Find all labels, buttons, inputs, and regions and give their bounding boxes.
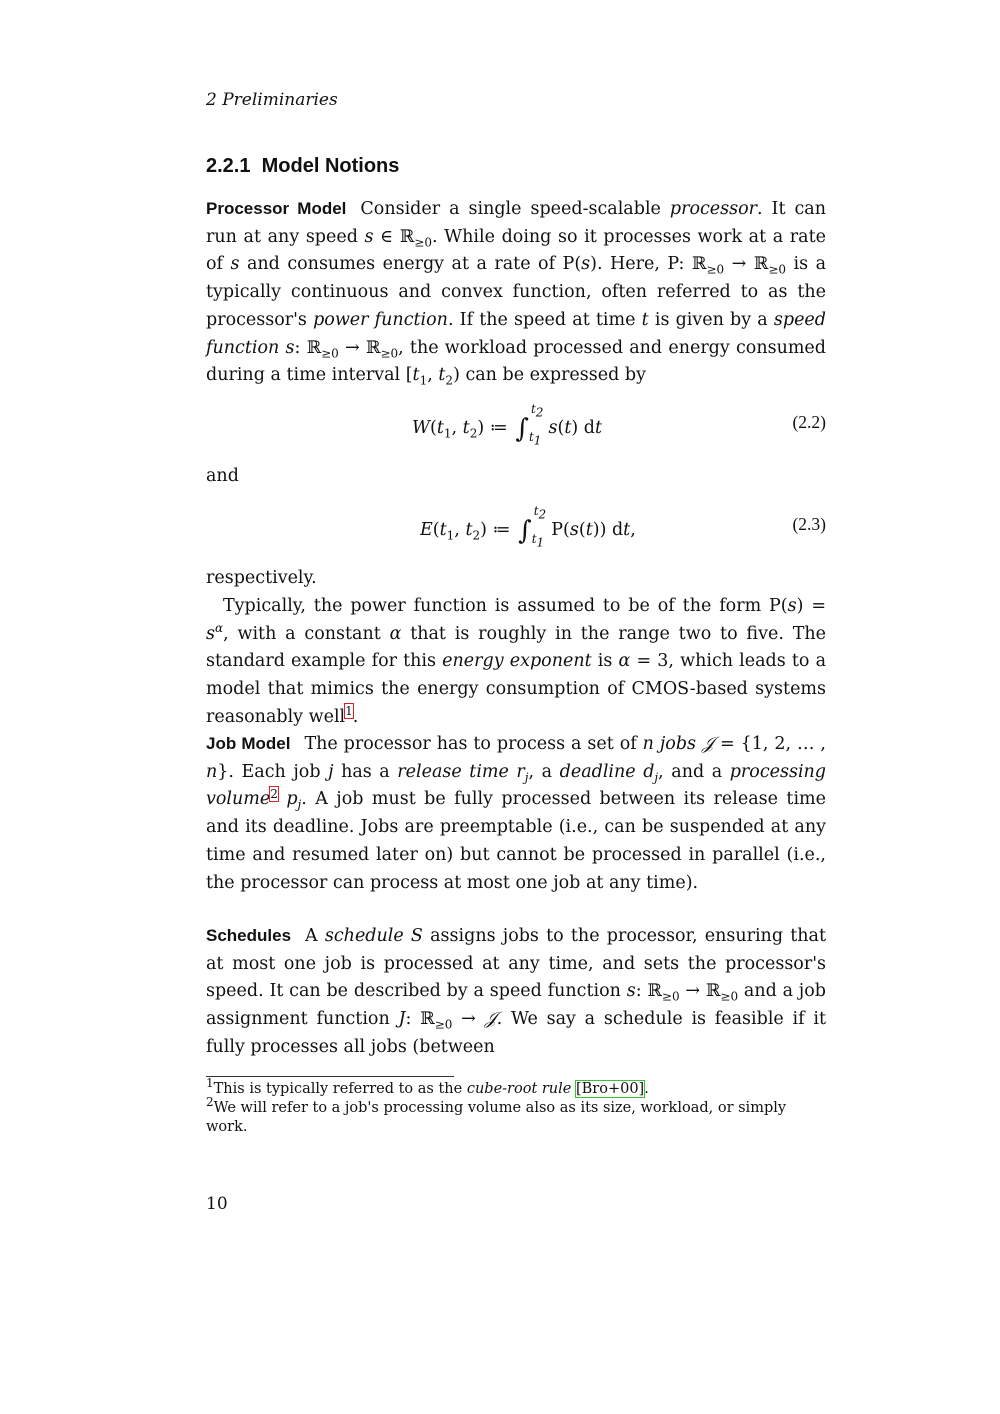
- equation-2-2-body: $W(t_1$, $t_2$) ≔ ∫ $t_2$ $t_1$ s(t) dt: [412, 402, 603, 448]
- equation-2-3: [206, 506, 826, 552]
- equation-2-3-number: (2.3): [792, 514, 826, 534]
- equation-2-2-number: (2.2): [792, 412, 826, 432]
- schedules-heading: Schedules: [206, 926, 292, 945]
- footnote-mark-2: 2: [206, 1095, 214, 1110]
- processor-model-heading: Processor Model: [206, 199, 347, 218]
- footnote-2: $^2$We will refer to a job's processing volume also as its size, workload, or simply work.: [206, 1095, 787, 1135]
- footnote-1: $^1$This is typically referred to as the cube-root rule [Bro+00].: [206, 1076, 649, 1097]
- section-heading: [206, 155, 399, 178]
- job-model-paragraph: Job Model The processor has to process a set of n jobs 𝒥 = {1, 2, … , n}. Each job j has a release time $r_j$, a deadline $d_j$, and a processing volume$^2$ $p_j$. A job must be fully processed between its release time and its deadline. Jobs are preemptable (i.e., can be suspended at any time and resumed later on) but cannot be processed in parallel (i.e., the processor can process at most one job at any time).: [206, 734, 827, 893]
- page-number: 10: [206, 1194, 228, 1214]
- equation-2-2: [206, 404, 826, 450]
- processor-model-paragraph: Processor Model Consider a single speed-scalable processor. It can run at any speed s ∈ ℝ$_{\ge 0}$. While doing so it processes work at a rate of s and consumes energy at a rate of P(s). Here, P: ℝ$_{\ge 0}$ → ℝ$_{\ge 0}$ is a typically continuous and convex function, often referred to as the processor's power function. If the speed at time t is given by a speed function s: ℝ$_{\ge 0}$ → ℝ$_{\ge 0}$, the workload processed and energy consumed during a time interval [$t_1$, $t_2$) can be expressed by: [206, 199, 827, 388]
- footnote-ref-1[interactable]: 1: [345, 703, 353, 718]
- job-model-heading: Job Model: [206, 734, 291, 753]
- footnote-mark-1: 1: [206, 1076, 214, 1091]
- schedules-paragraph: Schedules A schedule S assigns jobs to the processor, ensuring that at most one job is processed at any time, and sets the processor's speed. It can be described by a speed function s: ℝ$_{\ge 0}$ → ℝ$_{\ge 0}$ and a job assignment function J: ℝ$_{\ge 0}$ → 𝒥. We say a schedule is feasible if it fully processes all jobs (between: [206, 926, 826, 1057]
- running-head: 2 Preliminaries: [206, 90, 338, 110]
- footnote-rule: [206, 1076, 454, 1077]
- section-number: 2.2.1: [206, 155, 251, 177]
- footnote-ref-2[interactable]: 2: [270, 786, 278, 801]
- and-text: and: [206, 466, 239, 486]
- energy-exponent-paragraph: Typically, the power function is assumed to be of the form $P(s) = s^\alpha$, with a constant α that is roughly in the range two to five. The standard example for this energy exponent is α = 3, which leads to a model that mimics the energy consumption of CMOS-based systems reasonably well$^1$.: [206, 596, 827, 727]
- respectively-text: respectively.: [206, 568, 317, 588]
- section-title: Model Notions: [261, 155, 400, 177]
- citation-bro00[interactable]: [Bro+00]: [575, 1081, 645, 1097]
- equation-2-3-body: $E(t_1$, $t_2$) ≔ ∫ $t_2$ $t_1$ P(s(t)) dt,: [420, 504, 636, 550]
